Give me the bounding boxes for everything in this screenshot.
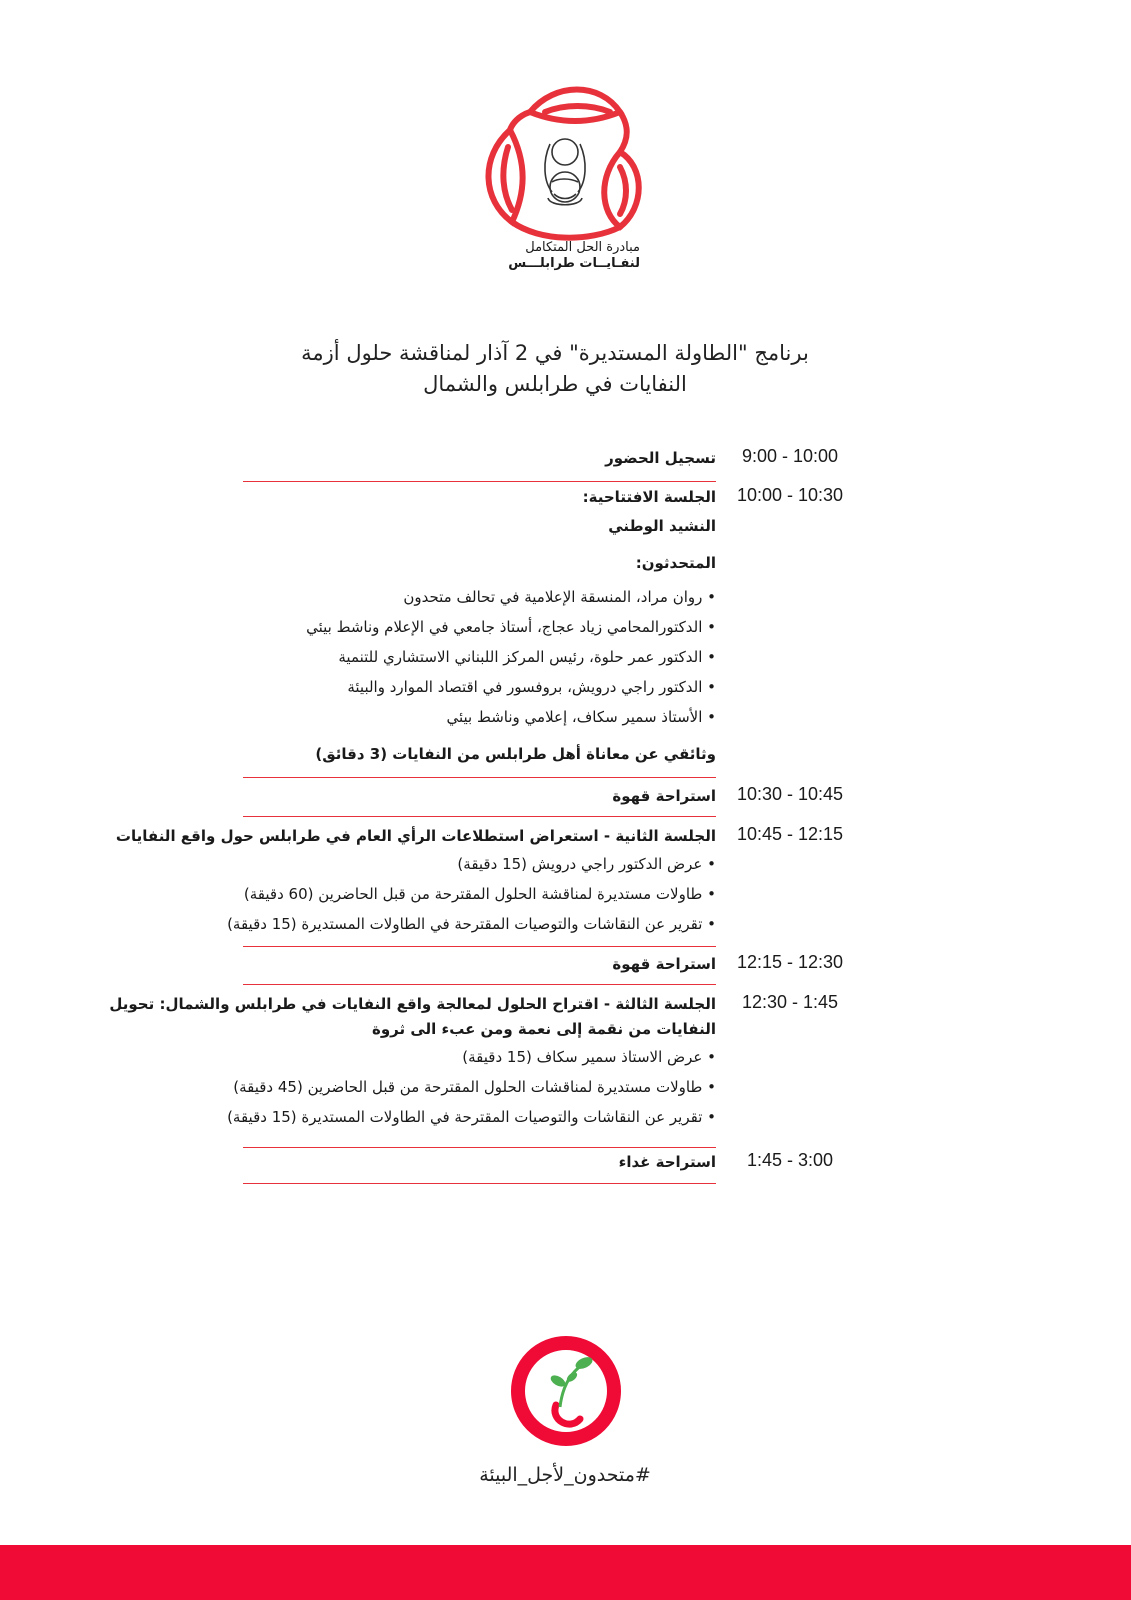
title-line2: النفايات في طرابلس والشمال: [423, 372, 687, 396]
row-time: 10:30 - 10:45: [736, 784, 844, 804]
list-item: • عرض الاستاذ سمير سكاف (15 دقيقة): [76, 1042, 716, 1072]
separator-line: [243, 1183, 716, 1184]
row-content: [76, 485, 716, 767]
list-item: • عرض الدكتور راجي درويش (15 دقيقة): [76, 849, 716, 879]
list-item: • طاولات مستديرة لمناقشة الحلول المقترحة من قبل الحاضرين (60 دقيقة): [76, 879, 716, 909]
row-heading: تسجيل الحضور: [605, 449, 716, 467]
logo-line2: لنفـايــات طرابلـــس: [508, 256, 640, 271]
sprout-circle-icon: [510, 1335, 622, 1447]
row-heading: الجلسة الافتتاحية:: [582, 488, 716, 506]
row-heading: استراحة غداء: [618, 1153, 716, 1171]
row-time: 1:45 - 3:00: [746, 1150, 834, 1170]
separator-line: [243, 984, 716, 985]
hashtag: #متحدون_لأجل_البيئة: [479, 1464, 651, 1486]
row-content: [76, 952, 716, 977]
row-time: 12:30 - 1:45: [741, 992, 839, 1012]
row-time: 9:00 - 10:00: [741, 446, 839, 466]
row-heading: استراحة قهوة: [612, 787, 716, 805]
list-item: • الدكتور عمر حلوة، رئيس المركز اللبناني الاستشاري للتنمية: [76, 642, 716, 672]
list-item: • تقرير عن النقاشات والتوصيات المقترحة في الطاولات المستديرة (15 دقيقة): [76, 1102, 716, 1132]
row-heading: استراحة قهوة: [612, 955, 716, 973]
list-item: • تقرير عن النقاشات والتوصيات المقترحة في الطاولات المستديرة (15 دقيقة): [76, 909, 716, 939]
list-item: • طاولات مستديرة لمناقشات الحلول المقترحة من قبل الحاضرين (45 دقيقة): [76, 1072, 716, 1102]
logo-caption: [470, 240, 640, 272]
logo-line1: مبادرة الحل المتكامل: [525, 240, 640, 255]
list-item: • الدكتور راجي درويش، بروفسور في اقتصاد الموارد والبيئة: [76, 672, 716, 702]
page-title: [270, 338, 840, 400]
coalition-logo: [510, 1335, 622, 1447]
row-content: [76, 446, 716, 471]
row-time: 12:15 - 12:30: [736, 952, 844, 972]
row-content: [76, 1150, 716, 1175]
row-content: [76, 824, 716, 939]
separator-line: [243, 1147, 716, 1148]
list-item: • روان مراد، المنسقة الإعلامية في تحالف متحدون: [76, 582, 716, 612]
row-time: 10:00 - 10:30: [736, 485, 844, 505]
separator-line: [243, 777, 716, 778]
speakers-label: المتحدثون:: [635, 554, 716, 572]
separator-line: [243, 946, 716, 947]
row-content: [76, 992, 716, 1132]
separator-line: [243, 816, 716, 817]
row-heading: الجلسة الثالثة - اقتراح الحلول لمعالجة واقع النفايات في طرابلس والشمال: تحويل النفايات من نقمة إلى نعمة ومن عبء الى ثروة: [109, 995, 716, 1038]
row-time: 10:45 - 12:15: [736, 824, 844, 844]
footer-bar: [0, 1545, 1131, 1600]
list-item: • الدكتورالمحامي زياد عجاج، أستاذ جامعي في الإعلام وناشط بيئي: [76, 612, 716, 642]
row-subheading: النشيد الوطني: [608, 517, 716, 535]
list-item: • الأستاذ سمير سكاف، إعلامي وناشط بيئي: [76, 702, 716, 732]
separator-line: [243, 481, 716, 482]
documentary-line: وثائقي عن معاناة أهل طرابلس من النفايات (3 دقائق): [315, 745, 716, 763]
row-content: [76, 784, 716, 809]
recycle-leaves-icon: [470, 82, 660, 242]
row-heading: الجلسة الثانية - استعراض استطلاعات الرأي العام في طرابلس حول واقع النفايات: [115, 827, 716, 845]
title-line1: برنامج "الطاولة المستديرة" في 2 آذار لمناقشة حلول أزمة: [301, 341, 809, 365]
